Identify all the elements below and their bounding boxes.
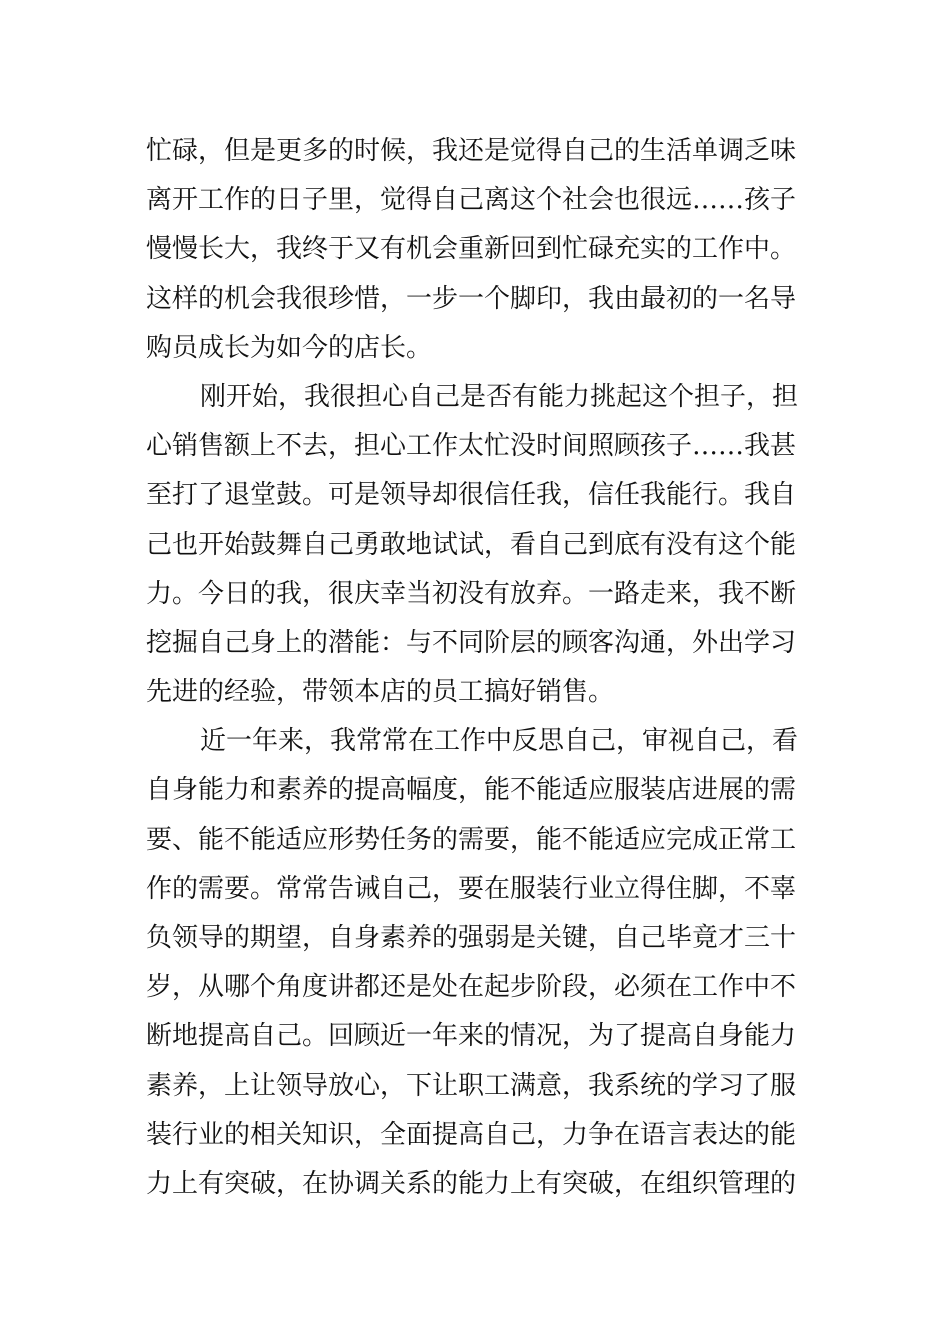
text-line: 近一年来，我常常在工作中反思自己，审视自己，看: [200, 726, 799, 757]
text-line: 离开工作的日子里，觉得自己离这个社会也很远……孩子: [146, 185, 797, 216]
text-line: 素养，上让领导放心，下让职工满意，我系统的学习了服: [146, 1070, 797, 1101]
text-line: 至打了退堂鼓。可是领导却很信任我，信任我能行。我自: [146, 480, 797, 511]
text-line: 力。今日的我，很庆幸当初没有放弃。一路走来，我不断: [146, 578, 797, 609]
text-line: 先进的经验，带领本店的员工搞好销售。: [146, 677, 615, 708]
text-line: 忙碌，但是更多的时候，我还是觉得自己的生活单调乏味: [146, 136, 797, 166]
text-line: 心销售额上不去，担心工作太忙没时间照顾孩子……我甚: [146, 431, 797, 462]
text-line: 自身能力和素养的提高幅度，能不能适应服装店进展的需: [146, 775, 797, 806]
text-line: 作的需要。常常告诫自己，要在服装行业立得住脚，不辜: [146, 873, 797, 904]
text-line: 刚开始，我很担心自己是否有能力挑起这个担子，担: [200, 381, 799, 412]
document-body: [146, 127, 816, 1209]
text-line: 购员成长为如今的店长。: [146, 332, 433, 363]
text-line: 挖掘自己身上的潜能：与不同阶层的顾客沟通，外出学习: [146, 627, 797, 658]
text-line: 慢慢长大，我终于又有机会重新回到忙碌充实的工作中。: [146, 234, 797, 265]
text-line: 负领导的期望，自身素养的强弱是关键，自己毕竟才三十: [146, 923, 797, 953]
text-line: 装行业的相关知识，全面提高自己，力争在语言表达的能: [146, 1119, 797, 1150]
text-line: 要、能不能适应形势任务的需要，能不能适应完成正常工: [146, 824, 797, 855]
text-line: 断地提高自己。回顾近一年来的情况，为了提高自身能力: [146, 1021, 797, 1052]
text-line: 己也开始鼓舞自己勇敢地试试，看自己到底有没有这个能: [146, 529, 797, 560]
text-line: 岁，从哪个角度讲都还是处在起步阶段，必须在工作中不: [146, 972, 797, 1003]
text-line: 这样的机会我很珍惜，一步一个脚印，我由最初的一名导: [146, 283, 797, 314]
text-line: 力上有突破，在协调关系的能力上有突破，在组织管理的: [146, 1168, 797, 1199]
